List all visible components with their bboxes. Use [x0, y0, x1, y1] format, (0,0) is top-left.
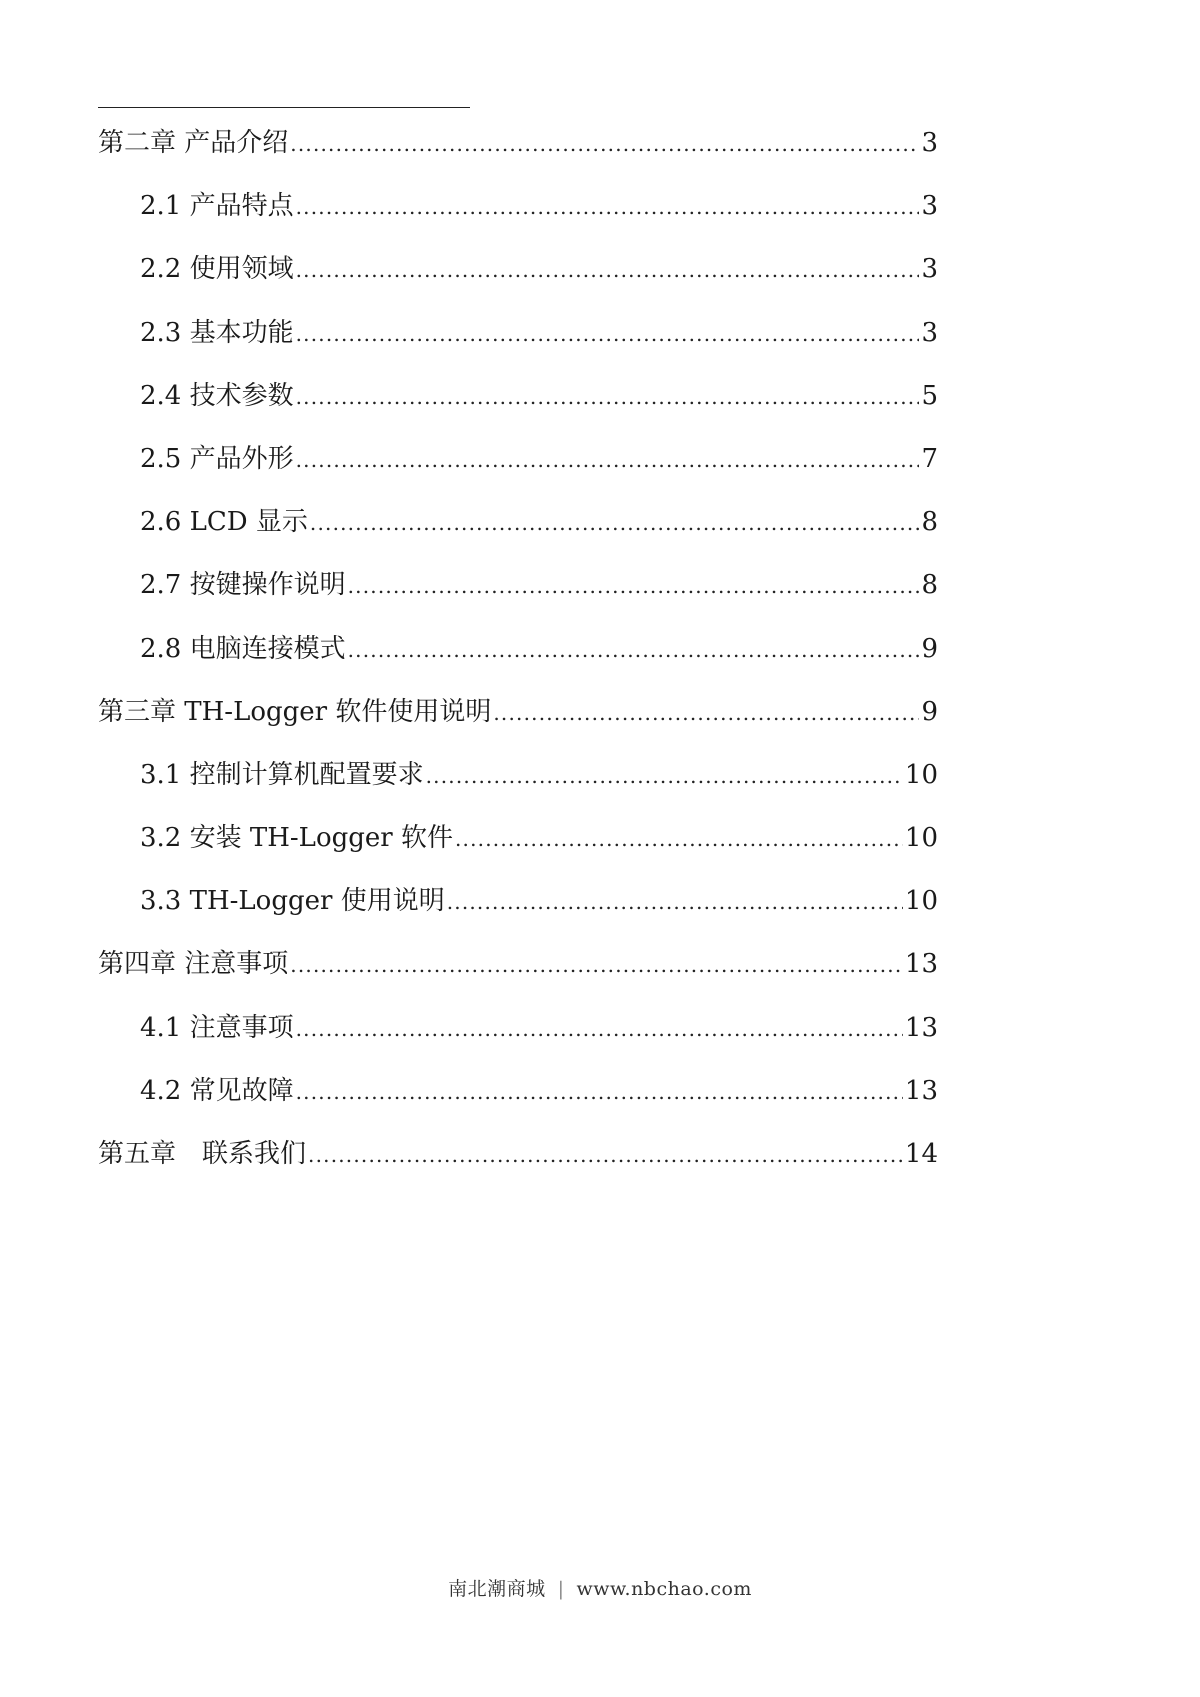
toc-dot-leader: [296, 366, 920, 429]
toc-page-number: 3: [921, 317, 938, 348]
toc-entry-title: 第四章 注意事项: [98, 949, 289, 980]
toc-page-number: 7: [921, 443, 938, 474]
toc-chapter-entry[interactable]: [98, 933, 938, 996]
footer-url[interactable]: www.nbchao.com: [576, 1578, 752, 1600]
toc-chapter-entry[interactable]: [98, 681, 938, 744]
toc-entry-title: 2.4 技术参数: [140, 380, 294, 411]
toc-entry-title: 3.3 TH-Logger 使用说明: [140, 886, 445, 917]
toc-page-number: 5: [921, 380, 938, 411]
toc-section-entry[interactable]: [98, 997, 938, 1060]
toc-page-number: 10: [904, 759, 938, 790]
toc-dot-leader: [308, 1124, 903, 1187]
toc-section-entry[interactable]: [98, 1060, 938, 1123]
toc-entry-title: 2.1 产品特点: [140, 191, 294, 222]
toc-section-entry[interactable]: [98, 870, 938, 933]
toc-chapter-entry[interactable]: [98, 112, 938, 175]
toc-entry-title: 2.5 产品外形: [140, 443, 294, 474]
toc-page-number: 3: [921, 191, 938, 222]
toc-dot-leader: [296, 239, 920, 302]
toc-section-entry[interactable]: [98, 744, 938, 807]
toc-entry-title: 2.7 按键操作说明: [140, 570, 346, 601]
toc-page-number: 13: [904, 1012, 938, 1043]
page-footer: [0, 1574, 1200, 1601]
toc-entry-title: 3.2 安装 TH-Logger 软件: [140, 823, 453, 854]
toc-page-number: 13: [904, 1075, 938, 1106]
toc-page-number: 3: [921, 128, 938, 158]
toc-entry-title: 第五章 联系我们: [98, 1139, 307, 1169]
toc-dot-leader: [493, 682, 919, 745]
toc-section-entry[interactable]: [98, 491, 938, 554]
toc-section-entry[interactable]: [98, 807, 938, 870]
toc-section-entry[interactable]: [98, 428, 938, 491]
toc-page-number: 14: [904, 1139, 938, 1169]
toc-dot-leader: [348, 555, 920, 618]
toc-dot-leader: [310, 492, 920, 555]
toc-chapter-entry[interactable]: [98, 1123, 938, 1186]
toc-dot-leader: [290, 113, 919, 176]
toc-entry-title: 3.1 控制计算机配置要求: [140, 759, 424, 790]
toc-entry-title: 第二章 产品介绍: [98, 128, 289, 158]
toc-section-entry[interactable]: [98, 238, 938, 301]
toc-entry-title: 2.8 电脑连接模式: [140, 633, 346, 664]
toc-dot-leader: [426, 745, 903, 808]
top-rule: [98, 107, 470, 108]
footer-site-name: 南北潮商城: [448, 1578, 546, 1600]
toc-entry-title: 4.1 注意事项: [140, 1012, 294, 1043]
toc-page-number: 8: [921, 507, 938, 538]
toc-page-number: 10: [904, 886, 938, 917]
toc-dot-leader: [447, 871, 903, 934]
toc-section-entry[interactable]: [98, 175, 938, 238]
toc-dot-leader: [348, 619, 920, 682]
toc-page-number: 9: [921, 696, 938, 727]
toc-section-entry[interactable]: [98, 618, 938, 681]
table-of-contents: [98, 112, 938, 1186]
toc-dot-leader: [296, 429, 920, 492]
footer-separator: |: [557, 1578, 565, 1600]
toc-dot-leader: [455, 808, 903, 871]
toc-page-number: 3: [921, 254, 938, 285]
toc-entry-title: 4.2 常见故障: [140, 1075, 294, 1106]
toc-page-number: 10: [904, 823, 938, 854]
toc-dot-leader: [290, 934, 903, 997]
toc-section-entry[interactable]: [98, 302, 938, 365]
toc-entry-title: 第三章 TH-Logger 软件使用说明: [98, 696, 492, 727]
toc-page-number: 9: [921, 633, 938, 664]
toc-entry-title: 2.6 LCD 显示: [140, 507, 308, 538]
toc-section-entry[interactable]: [98, 554, 938, 617]
toc-entry-title: 2.2 使用领域: [140, 254, 294, 285]
toc-page-number: 8: [921, 570, 938, 601]
toc-entry-title: 2.3 基本功能: [140, 317, 294, 348]
toc-dot-leader: [296, 998, 903, 1061]
toc-section-entry[interactable]: [98, 365, 938, 428]
toc-dot-leader: [296, 1061, 903, 1124]
toc-dot-leader: [296, 303, 920, 366]
toc-page-number: 13: [904, 949, 938, 980]
toc-dot-leader: [296, 176, 920, 239]
